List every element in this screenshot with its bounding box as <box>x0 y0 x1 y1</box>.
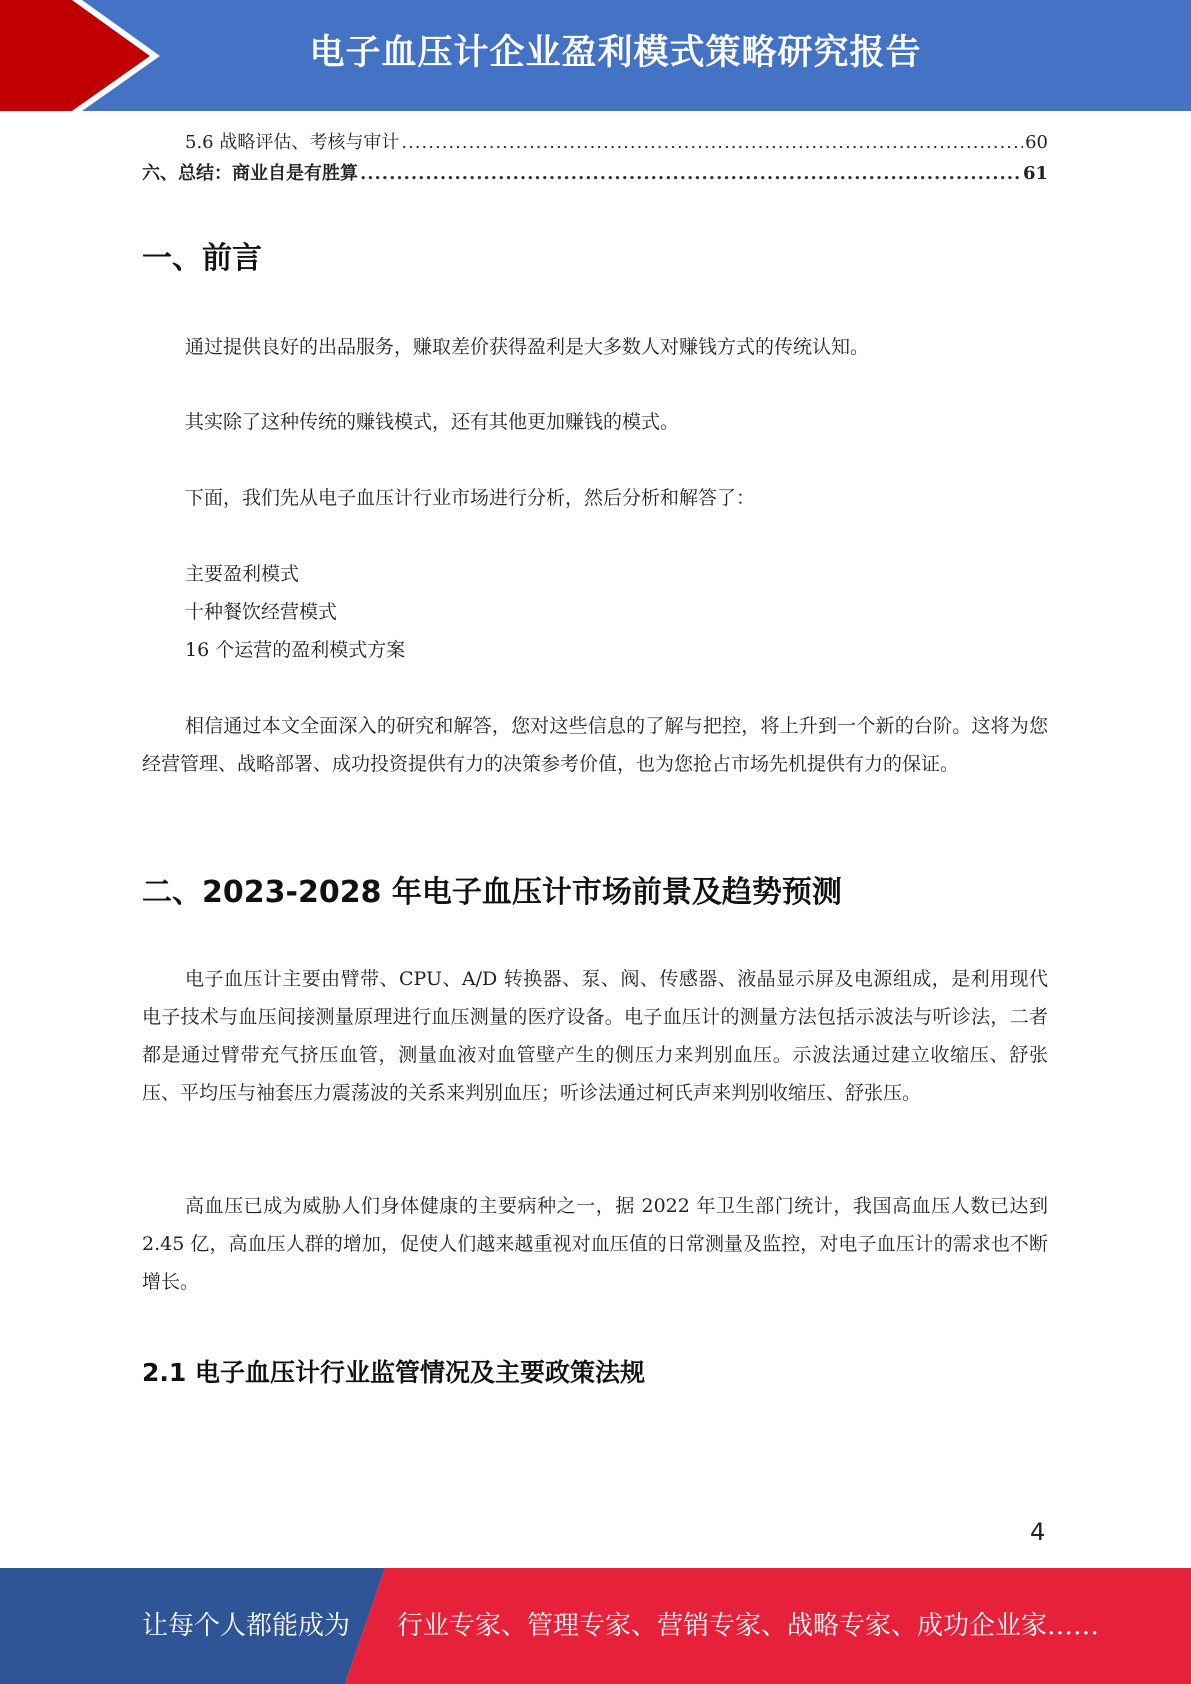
toc-entry[interactable] <box>142 128 1048 159</box>
profit-model-list <box>185 555 405 669</box>
toc-leader-dots <box>360 163 1021 184</box>
footer-slogan-left: 让每个人都能成为 <box>142 1611 351 1641</box>
list-item: 16 个运营的盈利模式方案 <box>185 639 406 661</box>
report-title: 电子血压计企业盈利模式策略研究报告 <box>309 33 922 73</box>
toc-entry-page: 61 <box>1022 163 1048 184</box>
table-of-contents <box>142 128 1048 190</box>
subsection-heading: 2.1 电子血压计行业监管情况及主要政策法规 <box>142 1358 645 1387</box>
toc-entry-label: 5.6 战略评估、考核与审计 <box>185 132 400 153</box>
paragraph: 相信通过本文全面深入的研究和解答，您对这些信息的了解与把控，将上升到一个新的台阶。这将为您经营管理、战略部署、成功投资提供有力的决策参考价值，也为您抢占市场先机提供有力的保证。 <box>142 715 1048 775</box>
paragraph: 电子血压计主要由臂带、CPU、A/D 转换器、泵、阀、传感器、液晶显示屏及电源组成，是利用现代电子技术与血压间接测量原理进行血压测量的医疗设备。电子血压计的测量方法包括示波法与听诊法，二者都是通过臂带充气挤压血管，测量血液对血管壁产生的侧压力来判别血压。示波法通过建立收缩压、舒张压、平均压与袖套压力震荡波的关系来判别血压；听诊法通过柯氏声来判别收缩压、舒张压。 <box>142 968 1048 1104</box>
toc-leader-dots <box>401 132 1023 153</box>
footer-slogan-right: 行业专家、管理专家、营销专家、战略专家、成功企业家…… <box>397 1611 1100 1641</box>
list-item: 十种餐饮经营模式 <box>185 601 338 623</box>
page-footer <box>0 1568 1191 1684</box>
section-heading-market-outlook: 二、2023-2028 年电子血压计市场前景及趋势预测 <box>142 875 842 910</box>
paragraph: 通过提供良好的出品服务，赚取差价获得盈利是大多数人对赚钱方式的传统认知。 <box>185 336 870 358</box>
page-header <box>0 0 1191 111</box>
toc-entry[interactable] <box>142 159 1048 190</box>
paragraph: 其实除了这种传统的赚钱模式，还有其他更加赚钱的模式。 <box>185 411 680 433</box>
paragraph: 下面，我们先从电子血压计行业市场进行分析，然后分析和解答了： <box>185 487 756 509</box>
toc-entry-page: 60 <box>1025 132 1048 153</box>
paragraph: 高血压已成为威胁人们身体健康的主要病种之一，据 2022 年卫生部门统计，我国高血压人数已达到 2.45 亿，高血压人群的增加，促使人们越来越重视对血压值的日常测量及监控，对电子血压计的需求也不断增长。 <box>142 1195 1048 1293</box>
toc-entry-label: 六、总结：商业自是有胜算 <box>142 163 358 184</box>
page-number: 4 <box>1030 1518 1046 1546</box>
list-item: 主要盈利模式 <box>185 563 300 585</box>
section-heading-preface: 一、前言 <box>142 241 262 276</box>
